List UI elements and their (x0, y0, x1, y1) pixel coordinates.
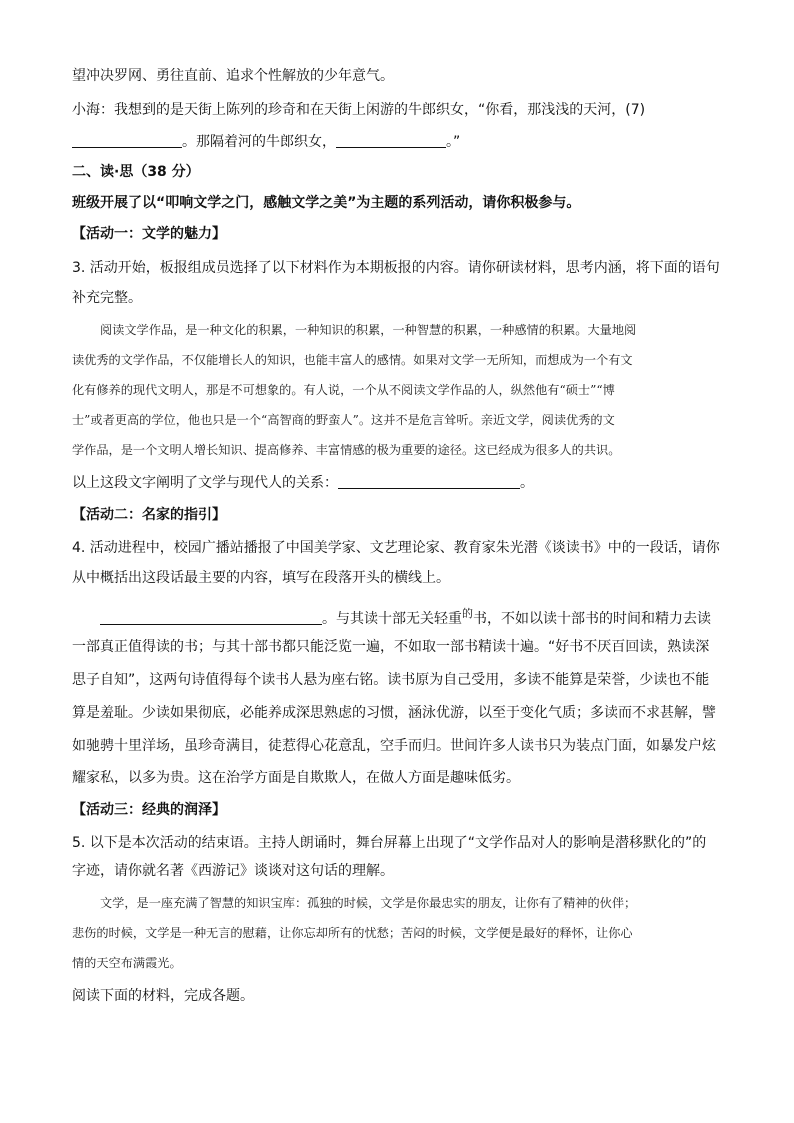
text-fragment: 书，不如以读十部书的时间和精力去读 (473, 611, 711, 627)
answer-line (72, 473, 534, 493)
text-fragment: 。与其读十部无关轻重 (322, 611, 462, 627)
question-text: 字迹，请你就名著《西游记》谈谈对这句话的理解。 (72, 863, 394, 879)
passage-line: 士”或者更高的学位，他也只是一个“高智商的野蛮人”。这并不是危言耸听。亲近文学，阅读优秀的文 (72, 413, 615, 427)
passage-line: 耀家私，以多为贵。这在治学方面是自欺欺人，在做人方面是趣味低劣。 (72, 770, 520, 786)
passage-line: 悲伤的时候，文学是一种无言的慰藉，让你忘却所有的忧愁；苦闷的时候，文学便是最好的释怀，让你心 (72, 926, 633, 940)
answer-blank[interactable] (72, 133, 182, 148)
question-text: 从中概括出这段话最主要的内容，填写在段落开头的横线上。 (72, 570, 450, 586)
question-text: 4. 活动进程中，校园广播站播报了中国美学家、文艺理论家、教育家朱光潜《谈读书》中的一段话，请你 (72, 540, 720, 556)
section-heading: 二、读·思（38 分） (72, 164, 200, 180)
question-text: 5. 以下是本次活动的结束语。主持人朗诵时，舞台屏幕上出现了“文学作品对人的影响是潜移默化的”的 (72, 835, 707, 851)
passage-line: 思子自知”，这两句诗值得每个读书人悬为座右铭。读书原为自己受用，多读不能算是荣誉，少读也不能 (72, 672, 710, 688)
passage-line: 化有修养的现代文明人，那是不可想象的。有人说，一个从不阅读文学作品的人，纵然他有“硕士”“博 (72, 383, 615, 397)
passage-line (100, 604, 711, 629)
text-line: 望冲决罗网、勇往直前、追求个性解放的少年意气。 (72, 68, 394, 84)
answer-blank[interactable] (100, 610, 322, 625)
passage-line: 学作品，是一个文明人增长知识、提高修养、丰富情感的极为重要的途径。这已经成为很多人的共识。 (72, 443, 621, 457)
passage-line: 一部真正值得读的书；与其十部书都只能泛览一遍，不如取一部书精读十遍。“好书不厌百回读，熟读深 (72, 639, 710, 655)
question-text: 补充完整。 (72, 290, 142, 306)
section-intro: 班级开展了以“叩响文学之门，感触文学之美”为主题的系列活动，请你积极参与。 (72, 195, 581, 211)
text-line (72, 132, 460, 152)
question-text: 3. 活动开始，板报组成员选择了以下材料作为本期板报的内容。请你研读材料，思考内涵，将下面的语句 (72, 260, 720, 276)
instruction-text: 阅读下面的材料，完成各题。 (72, 988, 254, 1004)
text-line: 小海：我想到的是天街上陈列的珍奇和在天街上闲游的牛郎织女，“你看，那浅浅的天河，(7) (72, 102, 646, 118)
passage-line: 如驰骋十里洋场，虽珍奇满目，徒惹得心花意乱，空手而归。世间许多人读书只为装点门面，如暴发户炫 (72, 738, 716, 754)
passage-line: 情的天空布满霞光。 (72, 956, 182, 970)
activity-title: 【活动三：经典的润泽】 (72, 802, 226, 818)
answer-blank[interactable] (338, 474, 520, 489)
passage-line: 算是羞耻。少读如果彻底，必能养成深思熟虑的习惯，涵泳优游，以至于变化气质；多读而不求甚解，譬 (72, 705, 716, 721)
passage-line: 文学，是一座充满了智慧的知识宝库：孤独的时候，文学是你最忠实的朋友，让你有了精神的伙伴； (100, 896, 637, 910)
text-fragment: 。” (446, 134, 461, 150)
superscript-mark: 的 (462, 607, 473, 620)
answer-blank[interactable] (336, 133, 446, 148)
passage-line: 阅读文学作品，是一种文化的积累，一种知识的积累，一种智慧的积累，一种感情的积累。大量地阅 (100, 323, 637, 337)
activity-title: 【活动二：名家的指引】 (72, 507, 226, 523)
passage-line: 读优秀的文学作品，不仅能增长人的知识，也能丰富人的感情。如果对文学一无所知，而想成为一个有文 (72, 353, 633, 367)
answer-prompt: 以上这段文字阐明了文学与现代人的关系： (72, 475, 338, 491)
activity-title: 【活动一：文学的魅力】 (72, 226, 226, 242)
text-fragment: 。那隔着河的牛郎织女， (182, 134, 336, 150)
text-fragment: 。 (520, 475, 534, 491)
